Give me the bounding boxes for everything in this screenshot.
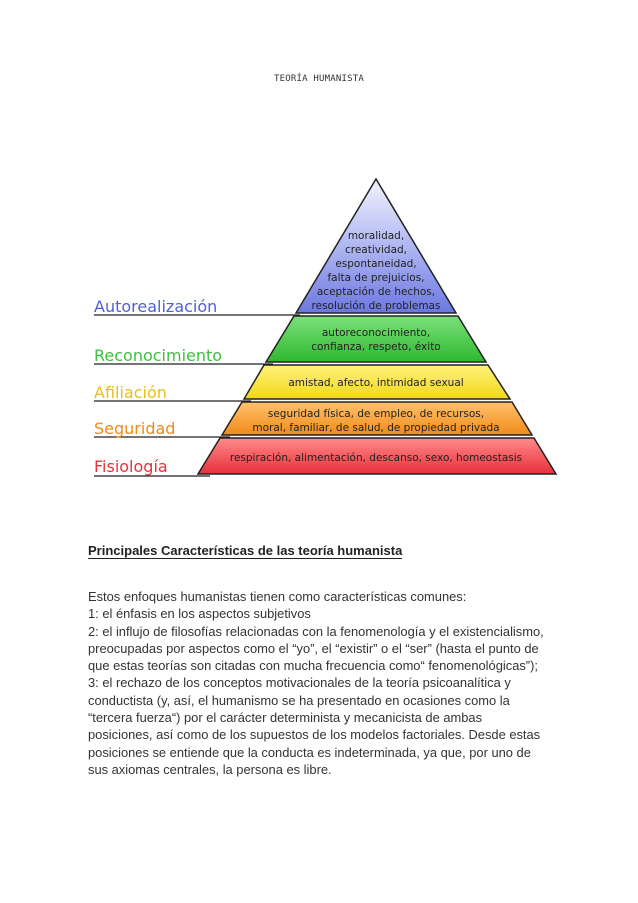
tier-text: resolución de problemas [311, 300, 441, 312]
tier-text: falta de prejuicios, [327, 272, 425, 284]
body-line: sus axiomas centrales, la persona es libre. [88, 761, 332, 777]
level-label-seguridad: Seguridad [94, 419, 176, 438]
body-line: conductista (y, así, el humanismo se ha presentado en ocasiones como la [88, 692, 510, 708]
maslow-pyramid [88, 176, 558, 488]
body-line: “tercera fuerza“) por el carácter determinista y mecanicista de ambas [88, 710, 483, 726]
body-line: 3: el rechazo de los conceptos motivacionales de la teoría psicoanalítica y [88, 675, 511, 691]
body-paragraph [88, 588, 558, 778]
body-line: que estas teorías son citadas con mucha frecuencia como“ fenomenológicas”); [88, 658, 538, 674]
tier-text: autoreconocimiento, [321, 327, 431, 339]
tier-text: moral, familiar, de salud, de propiedad privada [252, 422, 500, 434]
body-line: posiciones se entiende que la conducta es indeterminada, ya que, por uno de [88, 744, 531, 760]
document-title: TEORÍA HUMANISTA [274, 74, 364, 84]
level-label-afiliacion: Afiliación [94, 383, 167, 402]
tier-text: espontaneidad, [335, 258, 417, 270]
tier-text: respiración, alimentación, descanso, sexo, homeostasis [229, 452, 523, 464]
body-line: 2: el influjo de filosofías relacionadas con la fenomenología y el existencialismo, [88, 623, 544, 639]
level-label-fisiologia: Fisiología [94, 457, 168, 476]
body-line: posiciones, así como de los supuestos de los modelos factoriales. Desde estas [88, 727, 541, 743]
body-line: Estos enfoques humanistas tienen como características comunes: [88, 589, 467, 604]
tier-text: amistad, afecto, intimidad sexual [288, 377, 464, 389]
tier-text: seguridad física, de empleo, de recursos, [267, 408, 485, 420]
body-line: 1: el énfasis en los aspectos subjetivos [88, 606, 311, 622]
level-label-autorealizacion: Autorealización [94, 297, 218, 316]
tier-text: moralidad, [347, 230, 405, 242]
tier-text: creatividad, [344, 244, 408, 256]
tier-text: confianza, respeto, éxito [311, 341, 441, 353]
tier-text: aceptación de hechos, [316, 286, 436, 298]
body-line: preocupadas por aspectos como el “yo”, el “existir” o el “ser” (hasta el punto de [88, 640, 539, 656]
section-heading: Principales Características de las teoría humanista [88, 543, 403, 558]
level-label-reconocimiento: Reconocimiento [94, 346, 223, 365]
tier-reconocimiento [266, 316, 486, 362]
